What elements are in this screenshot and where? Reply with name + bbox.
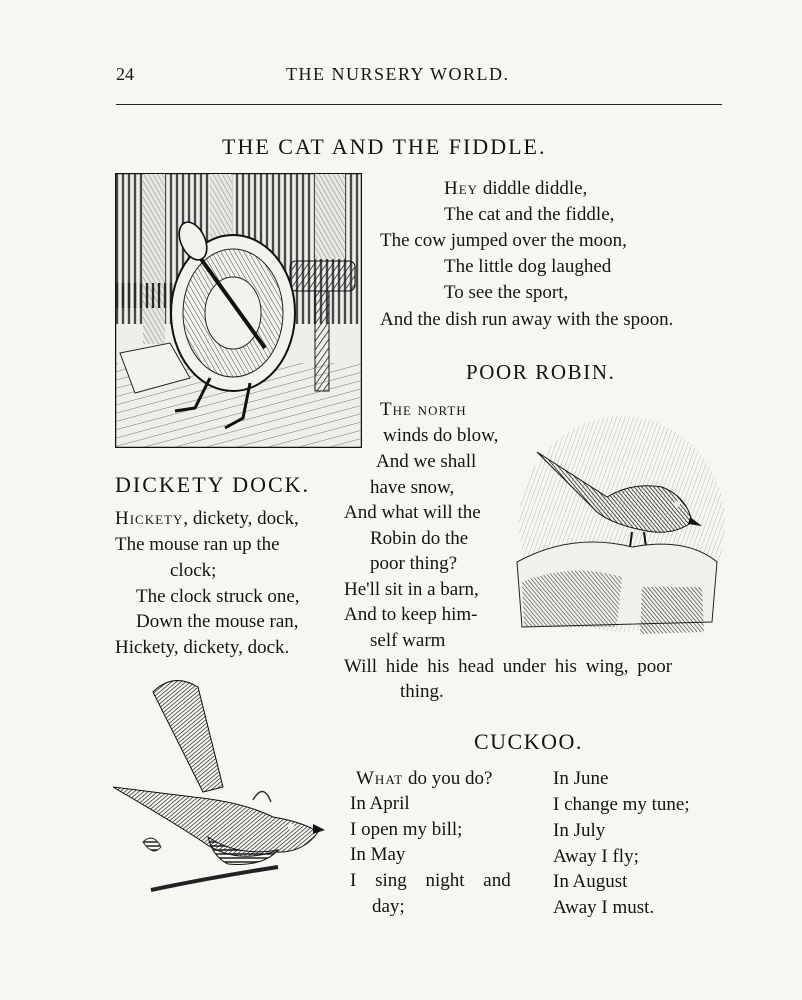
cat-fiddle-line-1 — [444, 176, 587, 202]
dickety-line-1-rest: , dickety, dock, — [183, 508, 299, 529]
cat-fiddle-line-1-rest: diddle diddle, — [478, 178, 588, 199]
dickety-line: The mouse ran up the — [115, 534, 280, 555]
poor-robin-title: POOR ROBIN. — [466, 360, 616, 384]
dickety-dock-title: DICKETY DOCK. — [115, 472, 311, 497]
robin-line: have snow, — [370, 477, 455, 498]
robin-line: And we shall — [376, 451, 477, 472]
cat-fiddle-line: To see the sport, — [444, 282, 569, 303]
robin-line-1 — [380, 397, 467, 423]
robin-line: Robin do the — [370, 528, 469, 549]
dickety-initial-word: Hickety — [115, 508, 184, 529]
robin-illustration — [512, 412, 727, 640]
cat-fiddle-line: The little dog laughed — [444, 256, 612, 277]
dish-and-spoon-illustration — [115, 173, 362, 448]
cat-fiddle-line: The cow jumped over the moon, — [380, 230, 627, 251]
dickety-line: The clock struck one, — [136, 586, 300, 607]
dickety-line: clock; — [170, 560, 217, 581]
robin-line: self warm — [370, 630, 446, 651]
cat-fiddle-line: The cat and the fiddle, — [444, 204, 615, 225]
cuckoo-col1-line: day; — [372, 896, 405, 917]
header-rule — [116, 104, 722, 105]
robin-line: poor thing? — [370, 553, 458, 574]
cuckoo-col1-line: I sing night and — [350, 870, 511, 891]
robin-line: winds do blow, — [383, 425, 499, 446]
robin-line: Will hide his head under his wing, poor — [344, 656, 673, 677]
cat-fiddle-line: And the dish run away with the spoon. — [380, 309, 674, 330]
cuckoo-col2-line: In June — [553, 768, 609, 789]
cat-fiddle-title: THE CAT AND THE FIDDLE. — [222, 134, 547, 159]
cuckoo-col2-line: In August — [553, 871, 628, 892]
dickety-line-1 — [115, 506, 299, 532]
cuckoo-title: CUCKOO. — [474, 729, 583, 754]
robin-line: And what will the — [344, 502, 481, 523]
robin-line: And to keep him- — [344, 604, 478, 625]
cuckoo-col1-line: In April — [350, 793, 410, 814]
cuckoo-illustration — [113, 672, 328, 902]
cuckoo-col1-line-1-rest: do you do? — [403, 768, 493, 789]
cuckoo-col2-line: Away I must. — [553, 897, 655, 918]
page-number: 24 — [116, 64, 134, 84]
running-title: THE NURSERY WORLD. — [286, 64, 510, 84]
dickety-line: Down the mouse ran, — [136, 611, 299, 632]
cuckoo-initial-word: What — [356, 768, 404, 789]
cuckoo-col1-line-1 — [356, 766, 492, 792]
cuckoo-col2-line: Away I fly; — [553, 846, 639, 867]
robin-line: He'll sit in a barn, — [344, 579, 479, 600]
cuckoo-col1-line: In May — [350, 844, 406, 865]
cat-fiddle-initial-word: Hey — [444, 178, 479, 199]
dickety-line: Hickety, dickety, dock. — [115, 637, 290, 658]
robin-line-1-text: The north — [380, 399, 467, 420]
cuckoo-col2-line: In July — [553, 820, 606, 841]
robin-line: thing. — [400, 681, 444, 702]
cuckoo-col2-line: I change my tune; — [553, 794, 690, 815]
cuckoo-col1-line: I open my bill; — [350, 819, 463, 840]
